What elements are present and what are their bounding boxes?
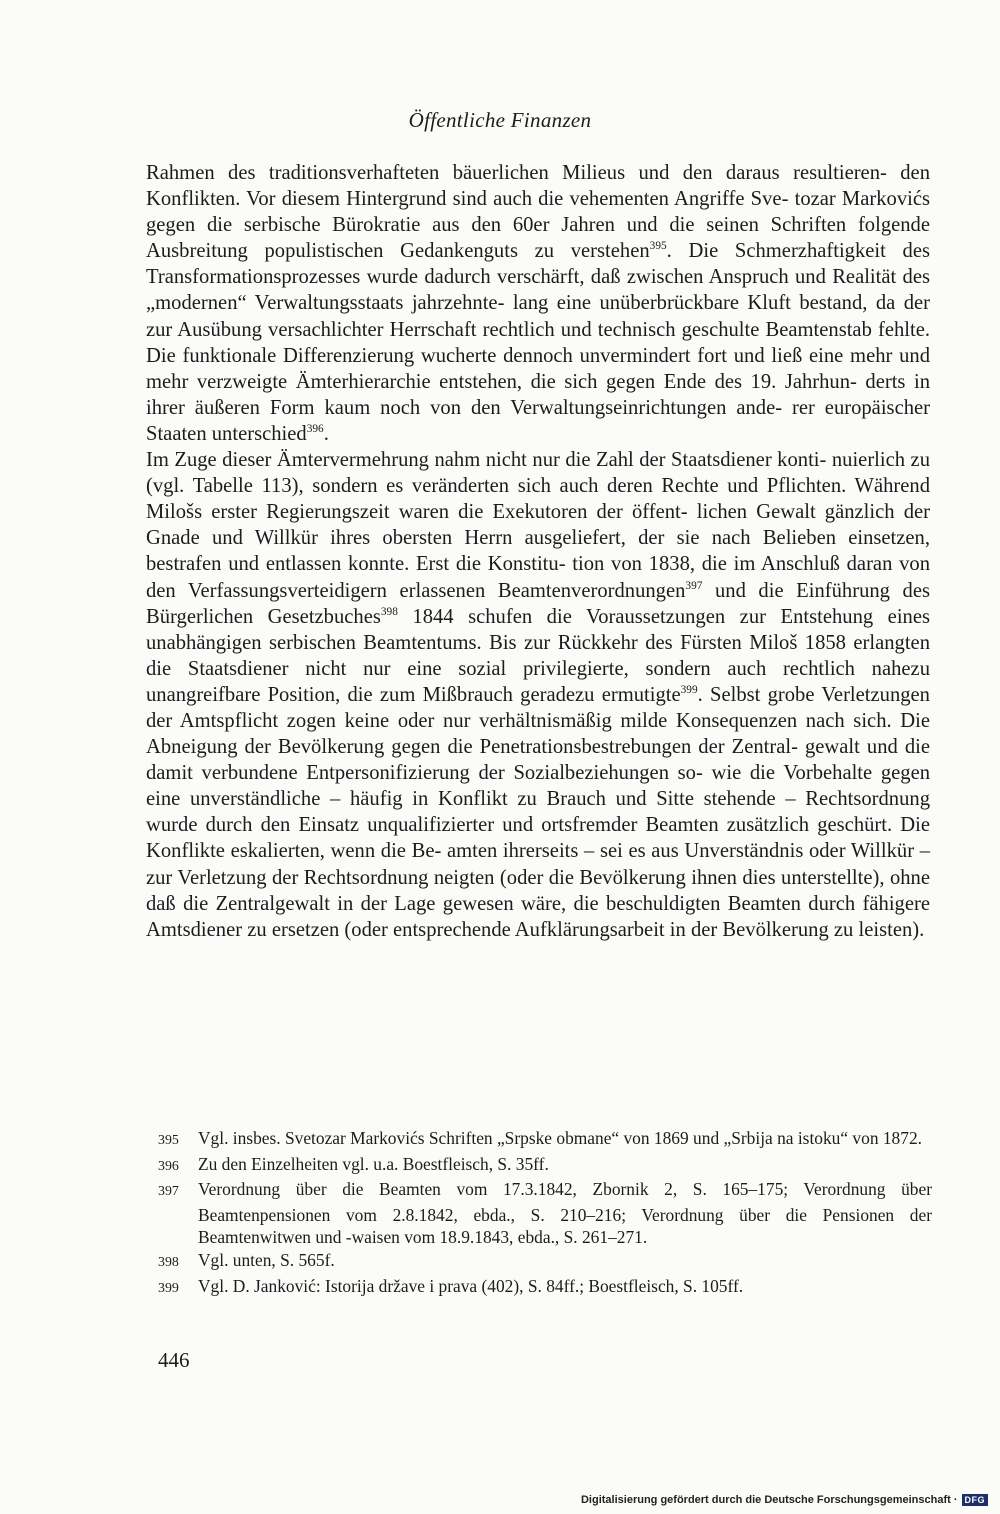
digitization-credit: [581, 1494, 988, 1506]
paragraph-1-text-a: Rahmen des traditionsverhafteten bäuerlichen Milieus und den daraus resultieren- den Konflikten. Vor diesem Hintergrund sind auch die vehementen Angriffe Sve- tozar Markovićs gegen die serbische Bürokratie aus den 60er Jahren und die seinen Schriften folgende Ausbreitung populistischen Gedankenguts zu verstehen: [146, 162, 930, 263]
footnote-number: 396: [158, 1158, 179, 1174]
footnotes: [158, 1127, 932, 1300]
footnote-number: 397: [158, 1184, 179, 1200]
footnote-text: Verordnung über die Beamten vom 17.3.1842, Zbornik 2, S. 165–175; Verordnung über Beamtenpensionen vom 2.8.1842, ebda., S. 210–216; Verordnung über die Pensionen der Beamtenwitwen und -waisen vom 18.9.1843, ebda., S. 261–271.: [198, 1179, 932, 1248]
footnote-ref-398: 398: [380, 605, 398, 618]
running-head: Öffentliche Finanzen: [408, 108, 592, 132]
footnote-395: [158, 1127, 932, 1153]
footnote-ref-397: 397: [685, 579, 703, 592]
dfg-logo-icon: DFG: [962, 1494, 989, 1506]
footnote-397: [158, 1178, 932, 1249]
page-number: 446: [158, 1348, 190, 1372]
paragraph-2: [146, 447, 930, 943]
body-text: [146, 160, 930, 943]
footnote-399: [158, 1275, 932, 1301]
paragraph-1-text-b: . Die Schmerzhaftigkeit des Transformationsprozesses wurde dadurch verschärft, daß zwischen Anspruch und Realität des „modernen“ Verwaltungsstaats jahrzehnte- lang eine unüberbrückbare Kluft bestand, da der zur Ausübung versachlichter Herrschaft rechtlich und technisch geschulte Beamtenstab fehlte. Die funktionale Differenzierung wucherte dennoch unvermindert fort und ließ eine mehr und mehr verzweigte Ämterhierarchie entstehen, die sich gegen Ende des 19. Jahrhun- derts in ihrer äußeren Form kaum noch von den Verwaltungseinrichtungen ande- rer europäischer Staaten unterschied: [146, 240, 930, 445]
footnote-text: Vgl. D. Janković: Istorija države i prava (402), S. 84ff.; Boestfleisch, S. 105ff.: [198, 1275, 744, 1296]
paragraph-2-text-b: und die Einführung des Bürgerlichen Gesetzbuches: [146, 579, 930, 628]
paragraph-1: [146, 160, 930, 447]
paragraph-2-text-a: Im Zuge dieser Ämtervermehrung nahm nicht nur die Zahl der Staatsdiener konti- nuierlich zu (vgl. Tabelle 113), sondern es veränderten sich auch deren Rechte und Pflichten. Während Milošs erster Regierungszeit waren die Exekutoren der öffent- lichen Gewalt gänzlich der Gnade und Willkür ihres obersten Herrn ausgeliefert, der sie nach Belieben einsetzen, bestrafen und entlassen konnte. Erst die Konstitu- tion von 1838, die im Anschluß daran von den Verfassungsverteidigern erlassenen Beamtenverordnungen: [146, 449, 930, 602]
footnote-number: 395: [158, 1133, 179, 1148]
footnote-text: Vgl. unten, S. 565f.: [198, 1249, 335, 1270]
paragraph-2-text-c: 1844 schufen die Voraussetzungen zur Entstehung eines unabhängigen serbischen Beamtentums. Bis zur Rückkehr des Fürsten Miloš 1858 erlangten die Staatsdiener nicht nur eine sozial privilegierte, sondern auch rechtlich nahezu unangreifbare Position, die zum Mißbrauch geradezu ermutigte: [146, 605, 930, 706]
footnote-ref-396: 396: [306, 423, 324, 436]
footnote-ref-395: 395: [649, 240, 667, 253]
credit-text: Digitalisierung gefördert durch die Deutsche Forschungsgemeinschaft ·: [580, 1494, 958, 1506]
footnote-number: 399: [158, 1280, 179, 1296]
paragraph-2-text-d: . Selbst grobe Verletzungen der Amtspflicht zogen keine oder nur verhältnismäßig milde Konsequenzen nach sich. Die Abneigung der Bevölkerung gegen die Penetrationsbestrebungen der Zentral- gewalt und die damit verbundene Entpersonifizierung der Sozialbeziehungen so- wie die Vorbehalte gegen eine unverständliche – häufig in Konflikt zu Brauch und Sitte stehende – Rechtsordnung wurde durch den Einsatz unqualifizierter und ortsfremder Beamten zusätzlich geschürt. Die Konflikte eskalierten, wenn die Be- amten ihrerseits – sei es aus Unverständnis oder Willkür – zur Verletzung der Rechtsordnung neigten (oder die Bevölkerung ihnen dies unterstellte), ohne daß die Zentralgewalt in der Lage gewesen wäre, die beschuldigten Beamten durch fähigere Amtsdiener zu ersetzen (oder entsprechende Aufklärungsarbeit in der Bevölkerung zu leisten).: [146, 683, 930, 941]
footnote-text: Vgl. insbes. Svetozar Markovićs Schriften „Srpske obmane“ von 1869 und „Srbija na istoku“ von 1872.: [198, 1128, 922, 1148]
footnote-396: [158, 1153, 932, 1179]
paragraph-1-text-c: .: [323, 422, 329, 445]
footnote-text: Zu den Einzelheiten vgl. u.a. Boestfleisch, S. 35ff.: [198, 1153, 549, 1174]
footnote-number: 398: [158, 1254, 179, 1270]
footnote-398: [158, 1249, 932, 1275]
footnote-ref-399: 399: [680, 684, 698, 697]
